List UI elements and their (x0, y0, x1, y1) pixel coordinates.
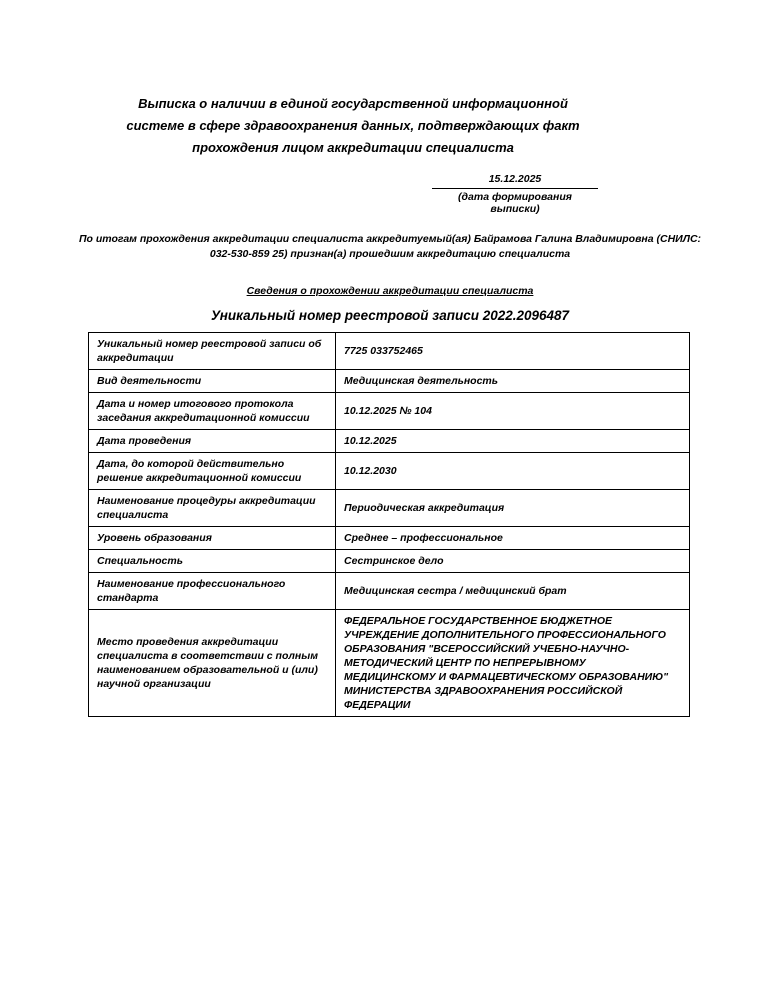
row-value-education-level: Среднее – профессиональное (336, 527, 690, 550)
formation-date-block (432, 173, 598, 215)
document-page (0, 93, 780, 983)
row-label-accreditation-place: Место проведения аккредитации специалиста в соответствии с полным наименованием образовательной и (или) научной организации (89, 610, 336, 717)
row-label-professional-standard: Наименование профессионального стандарта (89, 573, 336, 610)
row-label-event-date: Дата проведения (89, 430, 336, 453)
formation-date: 15.12.2025 (432, 173, 598, 189)
table-row (89, 550, 690, 573)
table-row (89, 453, 690, 490)
row-value-activity-type: Медицинская деятельность (336, 370, 690, 393)
document-title-line-1: Выписка о наличии в единой государственной информационной (138, 96, 568, 111)
row-label-protocol-date-number: Дата и номер итогового протокола заседания аккредитационной комиссии (89, 393, 336, 430)
row-value-valid-until-date: 10.12.2030 (336, 453, 690, 490)
row-value-specialty: Сестринское дело (336, 550, 690, 573)
table-row (89, 370, 690, 393)
formation-date-caption: (дата формирования выписки) (458, 191, 572, 215)
table-row (89, 527, 690, 550)
row-value-accreditation-place: ФЕДЕРАЛЬНОЕ ГОСУДАРСТВЕННОЕ БЮДЖЕТНОЕ УЧРЕЖДЕНИЕ ДОПОЛНИТЕЛЬНОГО ПРОФЕССИОНАЛЬНОГО ОБРАЗОВАНИЯ "ВСЕРОССИЙСКИЙ УЧЕБНО-НАУЧНО-МЕТОДИЧЕСКИЙ ЦЕНТР ПО НЕПРЕРЫВНОМУ МЕДИЦИНСКОМУ И ФАРМАЦЕВТИЧЕСКОМУ ОБРАЗОВАНИЮ" МИНИСТЕРСТВА ЗДРАВООХРАНЕНИЯ РОССИЙСКОЙ ФЕДЕРАЦИИ (336, 610, 690, 717)
registry-record-title: Уникальный номер реестровой записи 2022.2096487 (210, 308, 570, 323)
row-label-valid-until-date: Дата, до которой действительно решение аккредитационной комиссии (89, 453, 336, 490)
table-row (89, 610, 690, 717)
document-title (88, 93, 618, 159)
accreditation-details-table (88, 332, 690, 717)
table-row (89, 573, 690, 610)
row-label-registry-number: Уникальный номер реестровой записи об аккредитации (89, 333, 336, 370)
table-row (89, 430, 690, 453)
row-label-activity-type: Вид деятельности (89, 370, 336, 393)
row-label-specialty: Специальность (89, 550, 336, 573)
accreditation-result-paragraph: По итогам прохождения аккредитации специалиста аккредитуемый(ая) Байрамова Галина Владимировна (СНИЛС: 032-530-859 25) признан(а) прошедшим аккредитацию специалиста (78, 233, 702, 260)
document-title-line-2: системе в сфере здравоохранения данных, подтверждающих факт (126, 118, 580, 133)
row-value-procedure-name: Периодическая аккредитация (336, 490, 690, 527)
table-row (89, 490, 690, 527)
row-value-event-date: 10.12.2025 (336, 430, 690, 453)
table-row (89, 333, 690, 370)
row-value-protocol-date-number: 10.12.2025 № 104 (336, 393, 690, 430)
row-label-education-level: Уровень образования (89, 527, 336, 550)
document-title-line-3: прохождения лицом аккредитации специалиста (192, 140, 514, 155)
row-label-procedure-name: Наименование процедуры аккредитации специалиста (89, 490, 336, 527)
section-heading: Сведения о прохождении аккредитации специалиста (246, 285, 534, 297)
row-value-registry-number: 7725 033752465 (336, 333, 690, 370)
row-value-professional-standard: Медицинская сестра / медицинский брат (336, 573, 690, 610)
table-row (89, 393, 690, 430)
